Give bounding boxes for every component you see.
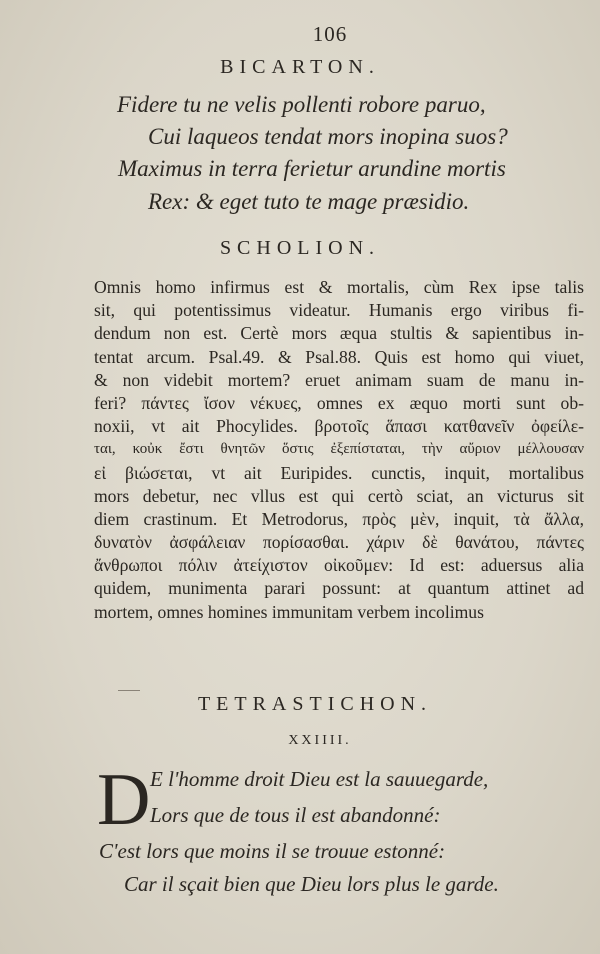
scholion-line: & non videbit mortem? eruet animam suam de manu in- xyxy=(94,369,584,390)
scholion-line: ἄνθρωποι πόλιν ἀτείχιστον οἰκοῦμεν: Id est: aduersus alia xyxy=(94,555,584,576)
verse-line-4: Rex: & eget tuto te mage præsidio. xyxy=(148,189,470,214)
page-number: 106 xyxy=(312,22,348,46)
scholion-line: diem crastinum. Et Metrodorus, πρὸς μὲν, inquit, τὰ ἄλλα, xyxy=(94,508,584,529)
verse-line-3: Maximus in terra ferietur arundine mortis xyxy=(118,156,506,181)
tetrastichon-heading: TETRASTICHON. xyxy=(197,693,433,715)
scholion-line: sit, qui potentissimus videatur. Humanis ergo viribus fi- xyxy=(94,300,584,321)
drop-cap: D xyxy=(97,759,151,841)
scholion-line: tentat arcum. Psal.49. & Psal.88. Quis est homo qui viuet, xyxy=(94,346,584,367)
scholion-text xyxy=(94,276,584,624)
author-heading: BICARTON. xyxy=(220,56,380,78)
poem-line-3: C'est lors que moins il se trouue estonné: xyxy=(99,839,446,863)
scholion-line: Omnis homo infirmus est & mortalis, cùm Rex ipse talis xyxy=(94,277,584,297)
scholion-line: ται, κοὐκ ἔστι θνητῶν ὅστις ἐξεπίσταται, τὴν αὔριον μέλλουσαν xyxy=(94,441,584,458)
scholion-line: noxii, vt ait Phocylides. βροτοῖς ἅπασι κατθανεῖν ὀφείλε- xyxy=(94,416,584,437)
poem-number: XXIIII. xyxy=(288,733,352,748)
poem-line-2: Lors que de tous il est abandonné: xyxy=(150,803,441,827)
verse-line-2: Cui laqueos tendat mors inopina suos? xyxy=(148,124,508,149)
scholion-line: quidem, munimenta parari possunt: at quantum attinet ad xyxy=(94,578,584,599)
divider xyxy=(118,690,140,691)
scholion-line: εἰ βιώσεται, vt ait Euripides. cunctis, inquit, mortalibus xyxy=(94,462,584,483)
scholion-line: δυνατὸν ἀσφάλειαν πορίσασθαι. χάριν δὲ θανάτου, πάντες xyxy=(94,532,584,553)
scholion-line: feri? πάντες ἴσον νέκυες, omnes ex æquo morti sunt ob- xyxy=(94,392,584,413)
poem-line-4: Car il sçait bien que Dieu lors plus le garde. xyxy=(124,872,499,896)
scholion-line: dendum non est. Certè mors æqua stultis & sapientibus in- xyxy=(94,323,584,344)
scholion-heading: SCHOLION. xyxy=(219,237,381,259)
poem-line-1: E l'homme droit Dieu est la sauuegarde, xyxy=(150,767,489,791)
scholion-line: mors debetur, nec vllus est qui certò sciat, an victurus sit xyxy=(94,485,584,506)
scholion-line: mortem, omnes homines immunitam verbem incolimus xyxy=(94,601,484,622)
verse-line-1: Fidere tu ne velis pollenti robore paruo, xyxy=(117,92,486,117)
